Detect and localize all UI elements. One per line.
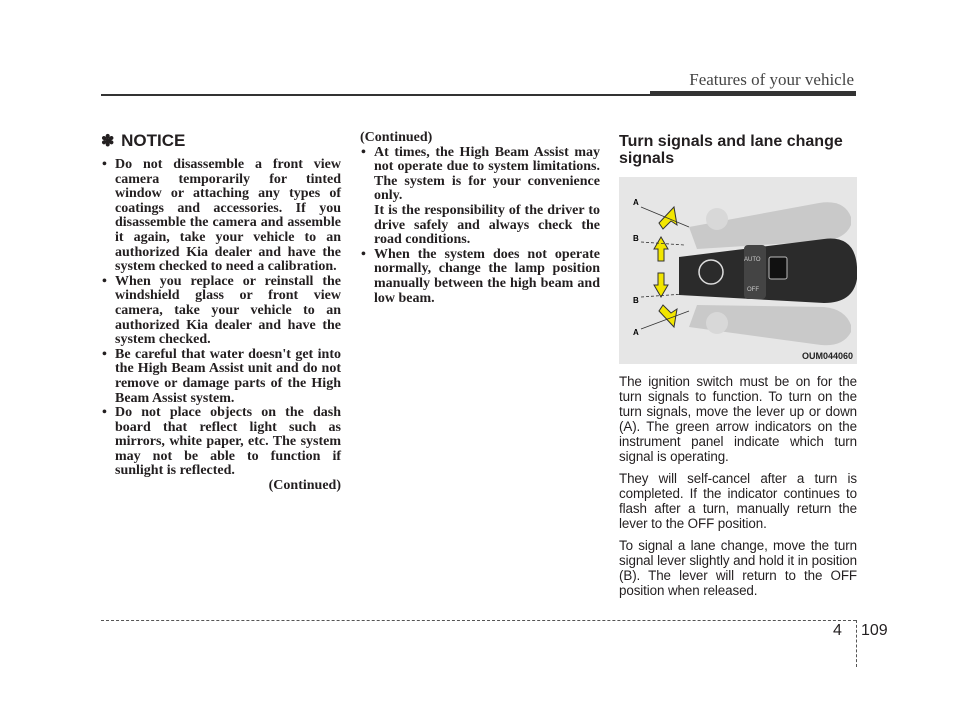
figure-code: OUM044060 <box>801 351 853 361</box>
chapter-number: 4 <box>833 622 842 639</box>
label-a-top: A <box>633 198 639 207</box>
notice-column-1 <box>101 131 341 494</box>
label-a-bottom: A <box>633 328 639 337</box>
header-rule-accent <box>650 91 856 96</box>
lever-illustration <box>619 177 857 364</box>
notice-list-continued <box>360 146 600 307</box>
notice-mark-icon: ✽ <box>101 133 115 150</box>
notice-column-2 <box>360 131 600 306</box>
continued-label: (Continued) <box>268 478 341 494</box>
notice-item: • When the system does not operate normally, change the lamp position manually between the high beam and low beam. <box>360 248 600 306</box>
body-paragraph: They will self-cancel after a turn is completed. If the indicator continues to flash after a turn, manually return the lever to the OFF position. <box>619 471 857 531</box>
body-paragraph: The ignition switch must be on for the turn signals to function. To turn on the turn signals, move the lever up or down (A). The green arrow indicators on the instrument panel indicate which turn signal is operating. <box>619 374 857 464</box>
turn-signal-section <box>619 133 857 598</box>
page-number: 109 <box>861 622 888 639</box>
notice-list <box>101 158 341 479</box>
section-title: Turn signals and lane change signals <box>619 133 843 167</box>
label-b-bottom: B <box>633 296 639 305</box>
notice-item: • When you replace or reinstall the windshield glass or front view camera, take your vehicle to an authorized Kia dealer and have the system checked. <box>101 275 341 348</box>
lever-switch-knob <box>769 257 787 279</box>
notice-heading-text: NOTICE <box>121 131 186 150</box>
light-ghost-down-icon <box>706 312 728 334</box>
page-header-title: Features of your vehicle <box>689 70 854 89</box>
light-ghost-up-icon <box>706 208 728 230</box>
notice-item: • Do not disassemble a front view camera temporarily for tinted window or attaching any types of coatings and accessories. If you disassemble the camera and assemble it again, take your vehicle to an authorized Kia dealer and have the system checked to need a calibration. <box>101 158 341 275</box>
turn-signal-lever-figure <box>619 177 857 364</box>
switch-off-label: OFF <box>747 287 759 293</box>
notice-item-extra: It is the responsibility of the driver to drive safely and always check the road conditions. <box>374 202 600 248</box>
body-paragraph: To signal a lane change, move the turn signal lever slightly and hold it in position (B). The lever will return to the OFF position when released. <box>619 538 857 598</box>
continued-heading: (Continued) <box>360 130 433 145</box>
notice-item-text: • At times, the High Beam Assist may not operate due to system limitations. The system is for your convenience only. <box>374 144 600 204</box>
notice-item: • Do not place objects on the dash board that reflect light such as mirrors, white paper, etc. The system may not be able to function if sunlight is reflected. <box>101 406 341 479</box>
notice-heading <box>101 131 341 152</box>
notice-item: • Be careful that water doesn't get into the High Beam Assist unit and do not remove or damage parts of the High Beam Assist system. <box>101 348 341 406</box>
footer-divider <box>856 620 857 667</box>
label-b-top: B <box>633 234 639 243</box>
footer-rule <box>101 620 856 621</box>
switch-auto-label: AUTO <box>744 257 761 263</box>
notice-item <box>360 146 600 248</box>
